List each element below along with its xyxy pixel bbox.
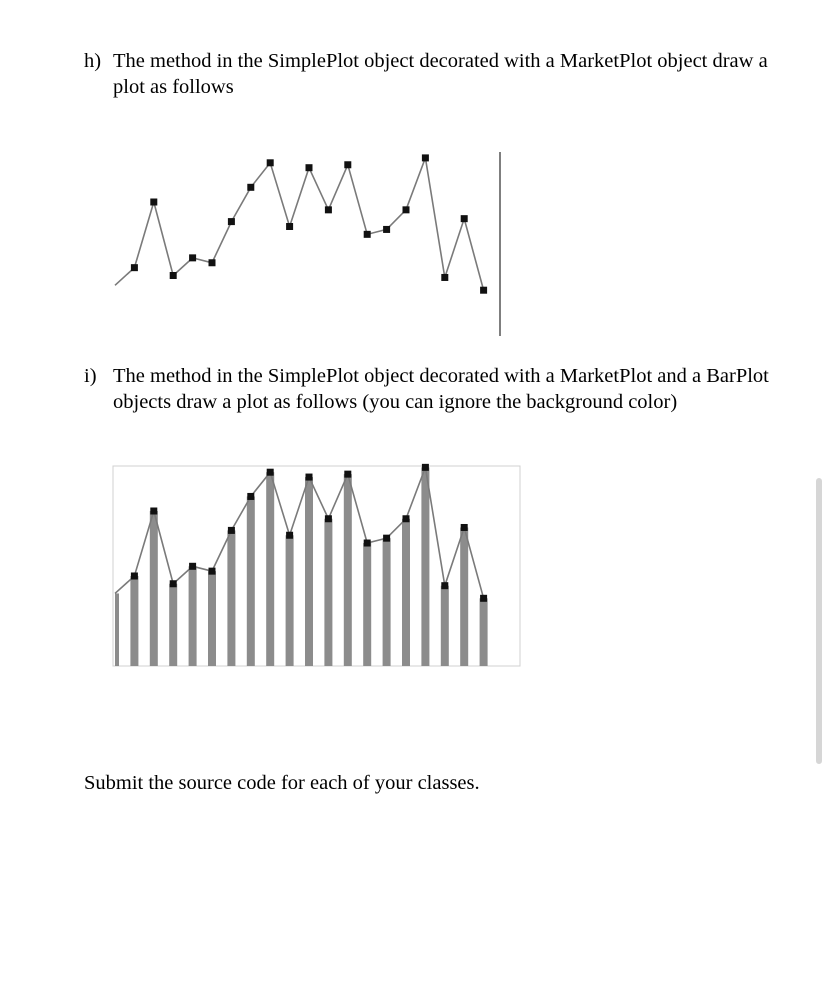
bar xyxy=(169,584,177,666)
bar xyxy=(150,511,158,666)
bar xyxy=(266,472,274,666)
bar xyxy=(305,477,313,666)
data-point-marker xyxy=(403,515,410,522)
bar xyxy=(227,530,235,666)
data-point-marker xyxy=(209,568,216,575)
data-point-marker xyxy=(325,515,332,522)
bar xyxy=(421,467,429,666)
data-point-marker xyxy=(267,469,274,476)
submit-instruction: Submit the source code for each of your classes. xyxy=(84,772,480,794)
data-point-marker xyxy=(247,493,254,500)
bar xyxy=(344,474,352,666)
data-point-marker xyxy=(189,563,196,570)
data-point-marker xyxy=(306,474,313,481)
question-h-text: The method in the SimplePlot object decorated with a MarketPlot object draw a plot as follows xyxy=(113,50,768,98)
data-point-marker xyxy=(228,527,235,534)
data-point-marker xyxy=(170,580,177,587)
bar xyxy=(208,571,216,666)
data-point-marker xyxy=(364,540,371,547)
bar xyxy=(480,598,488,666)
data-point-marker xyxy=(344,471,351,478)
data-point-marker xyxy=(480,595,487,602)
data-point-marker xyxy=(461,524,468,531)
bar xyxy=(286,535,294,666)
question-h-label: h) xyxy=(84,50,102,72)
data-point-marker xyxy=(150,508,157,515)
question-i-label: i) xyxy=(84,365,97,387)
bar xyxy=(402,519,410,666)
bar xyxy=(130,576,138,666)
scrollbar[interactable] xyxy=(816,478,822,764)
data-point-marker xyxy=(422,464,429,471)
bar xyxy=(247,496,255,666)
data-point-marker xyxy=(441,582,448,589)
bar xyxy=(460,527,468,666)
data-point-marker xyxy=(131,572,138,579)
question-i-text: The method in the SimplePlot object decorated with a MarketPlot and a BarPlot objects draw a plot as follows (you can ignore the background color) xyxy=(113,365,769,413)
data-point-marker xyxy=(383,535,390,542)
bar xyxy=(383,538,391,666)
bar xyxy=(189,566,197,666)
data-point-marker xyxy=(286,532,293,539)
bar xyxy=(324,519,332,666)
bar xyxy=(441,586,449,666)
bar xyxy=(363,543,371,666)
bar xyxy=(115,593,119,666)
